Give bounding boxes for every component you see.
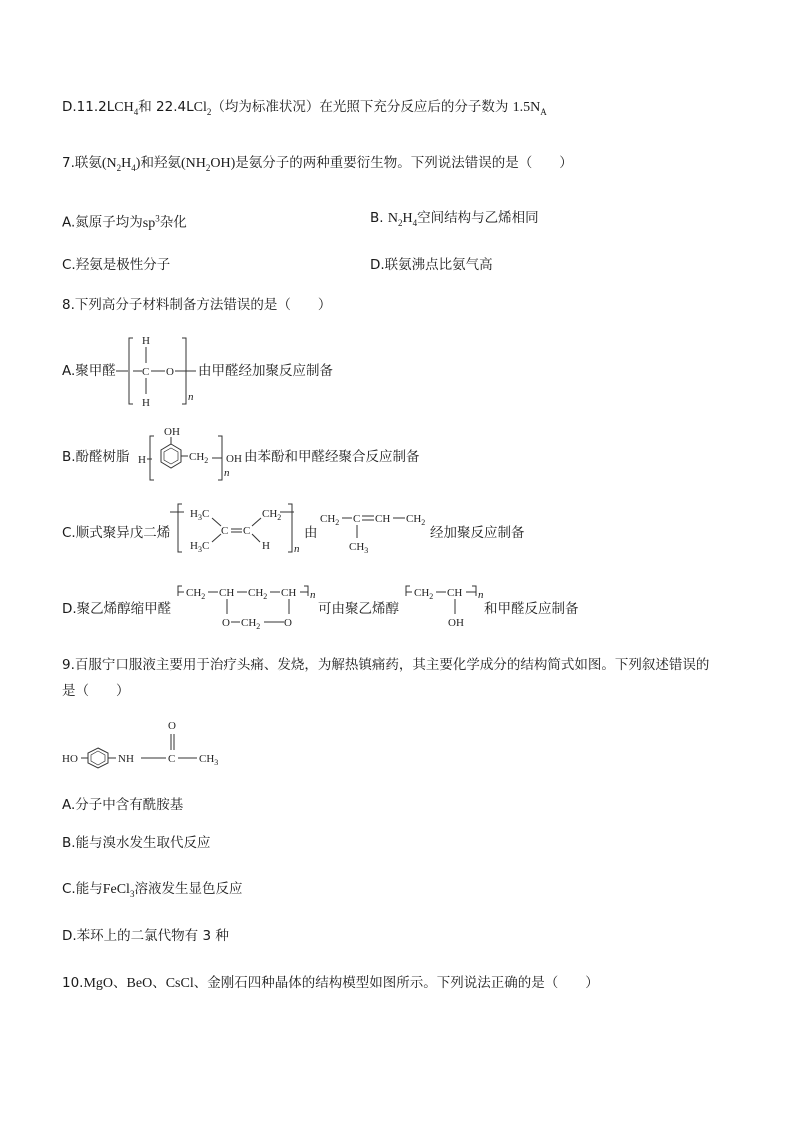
svg-text:H: H [142,397,150,409]
svg-text:n: n [310,589,316,601]
q7-stem: 7.联氨$(N_2H_4)$和羟氨$(NH_2OH)$是氨分子的两种重要衍生物。下列说法错误的是（ ） [62,155,573,173]
svg-text:CH2: $CH_2$ [406,513,426,527]
q8-stem: 8.下列高分子材料制备方法错误的是（ ） [62,297,332,313]
svg-text:C: C [142,366,150,378]
svg-text:HO: HO [62,753,78,765]
svg-text:CH: CH [375,513,391,525]
q7-option-a: A.氮原子均为$sp^3$杂化 [62,213,187,231]
q9-option-d: D.苯环上的二氯代物有 3 种 [62,928,229,944]
svg-text:n: n [224,467,230,479]
svg-text:C: C [243,525,251,537]
q8-option-d-label: D.聚乙烯醇缩甲醛 [62,601,172,617]
svg-text:O: O [166,366,174,378]
svg-text:CH: CH [219,587,235,599]
svg-text:C: C [168,753,176,765]
svg-text:CH3: $CH_3$ [199,753,219,767]
svg-text:n: n [294,543,300,555]
q8-option-a-text: 由甲醛经加聚反应制备 [198,363,333,379]
q6-option-d: $D.11.2LCH_4$和 22.4LCl$_2$（均为标准状况）在光照下充分反应后的分子数为 $1.5N_A$ [62,99,547,117]
svg-text:H: H [262,540,270,552]
svg-text:CH2: $CH_2$ [414,587,434,601]
q8-option-c-text: 经加聚反应制备 [430,525,525,541]
svg-text:H3C: $H_3C$ [190,540,210,554]
cis-polyisoprene-structure [176,500,304,560]
svg-text:OH: OH [226,453,242,465]
q8-option-d-mid: 可由聚乙烯醇 [318,601,399,617]
phenolic-resin-structure [138,424,248,482]
svg-text:OH: OH [448,617,464,629]
q8-option-b-label: B.酚醛树脂 [62,449,130,465]
svg-text:OH: OH [164,426,180,438]
svg-text:H: H [142,335,150,347]
svg-text:O: O [222,617,230,629]
svg-text:CH: CH [447,587,463,599]
svg-text:CH2: $CH_2$ [248,587,268,601]
polyoxymethylene-structure [116,334,200,410]
q9-stem-line1: 9.百服宁口服液主要用于治疗头痛、发烧，为解热镇痛药，其主要化学成分的结构简式如图。下列叙述错误的 [62,657,710,673]
q9-option-a: A.分子中含有酰胺基 [62,797,184,813]
q9-option-c: C.能与FeCl$_3$溶液发生显色反应 [62,881,243,899]
q8-option-c-label: C.顺式聚异戊二烯 [62,525,171,541]
polyvinyl-alcohol-structure [404,582,484,634]
svg-text:O: O [284,617,292,629]
svg-text:CH: CH [281,587,297,599]
svg-text:NH: NH [118,753,134,765]
q9-option-b: B.能与溴水发生取代反应 [62,835,211,851]
svg-text:CH2: $CH_2$ [320,513,340,527]
svg-text:n: n [478,589,484,601]
paracetamol-structure [62,716,232,772]
q7-option-d: D.联氨沸点比氨气高 [370,257,493,273]
svg-text:n: n [188,391,194,403]
svg-text:CH2: $CH_2$ [189,451,209,465]
q10-stem: 10.MgO、BeO、CsCl、金刚石四种晶体的结构模型如图所示。下列说法正确的是（ ） [62,975,599,991]
isoprene-structure [320,506,432,558]
svg-text:CH3: $CH_3$ [349,541,369,555]
q8-option-a-label: A.聚甲醛 [62,363,116,379]
svg-text:CH2: $CH_2$ [241,617,261,631]
q7-option-c: C.羟氨是极性分子 [62,257,171,273]
q8-option-b-text: 由苯酚和甲醛经聚合反应制备 [244,449,420,465]
q7-option-b: B. $N_2H_4$空间结构与乙烯相同 [370,210,539,228]
q8-option-c-mid: 由 [304,525,318,541]
q8-option-d-text: 和甲醛反应制备 [484,601,579,617]
svg-text:H3C: $H_3C$ [190,508,210,522]
svg-text:CH2: $CH_2$ [186,587,206,601]
svg-text:C: C [353,513,361,525]
svg-text:CH2: $CH_2$ [262,508,282,522]
svg-text:O: O [168,720,176,732]
svg-text:H: H [138,454,146,466]
polyvinyl-formal-structure [176,582,320,634]
q9-stem-line2: 是（ ） [62,683,130,699]
svg-text:C: C [221,525,229,537]
